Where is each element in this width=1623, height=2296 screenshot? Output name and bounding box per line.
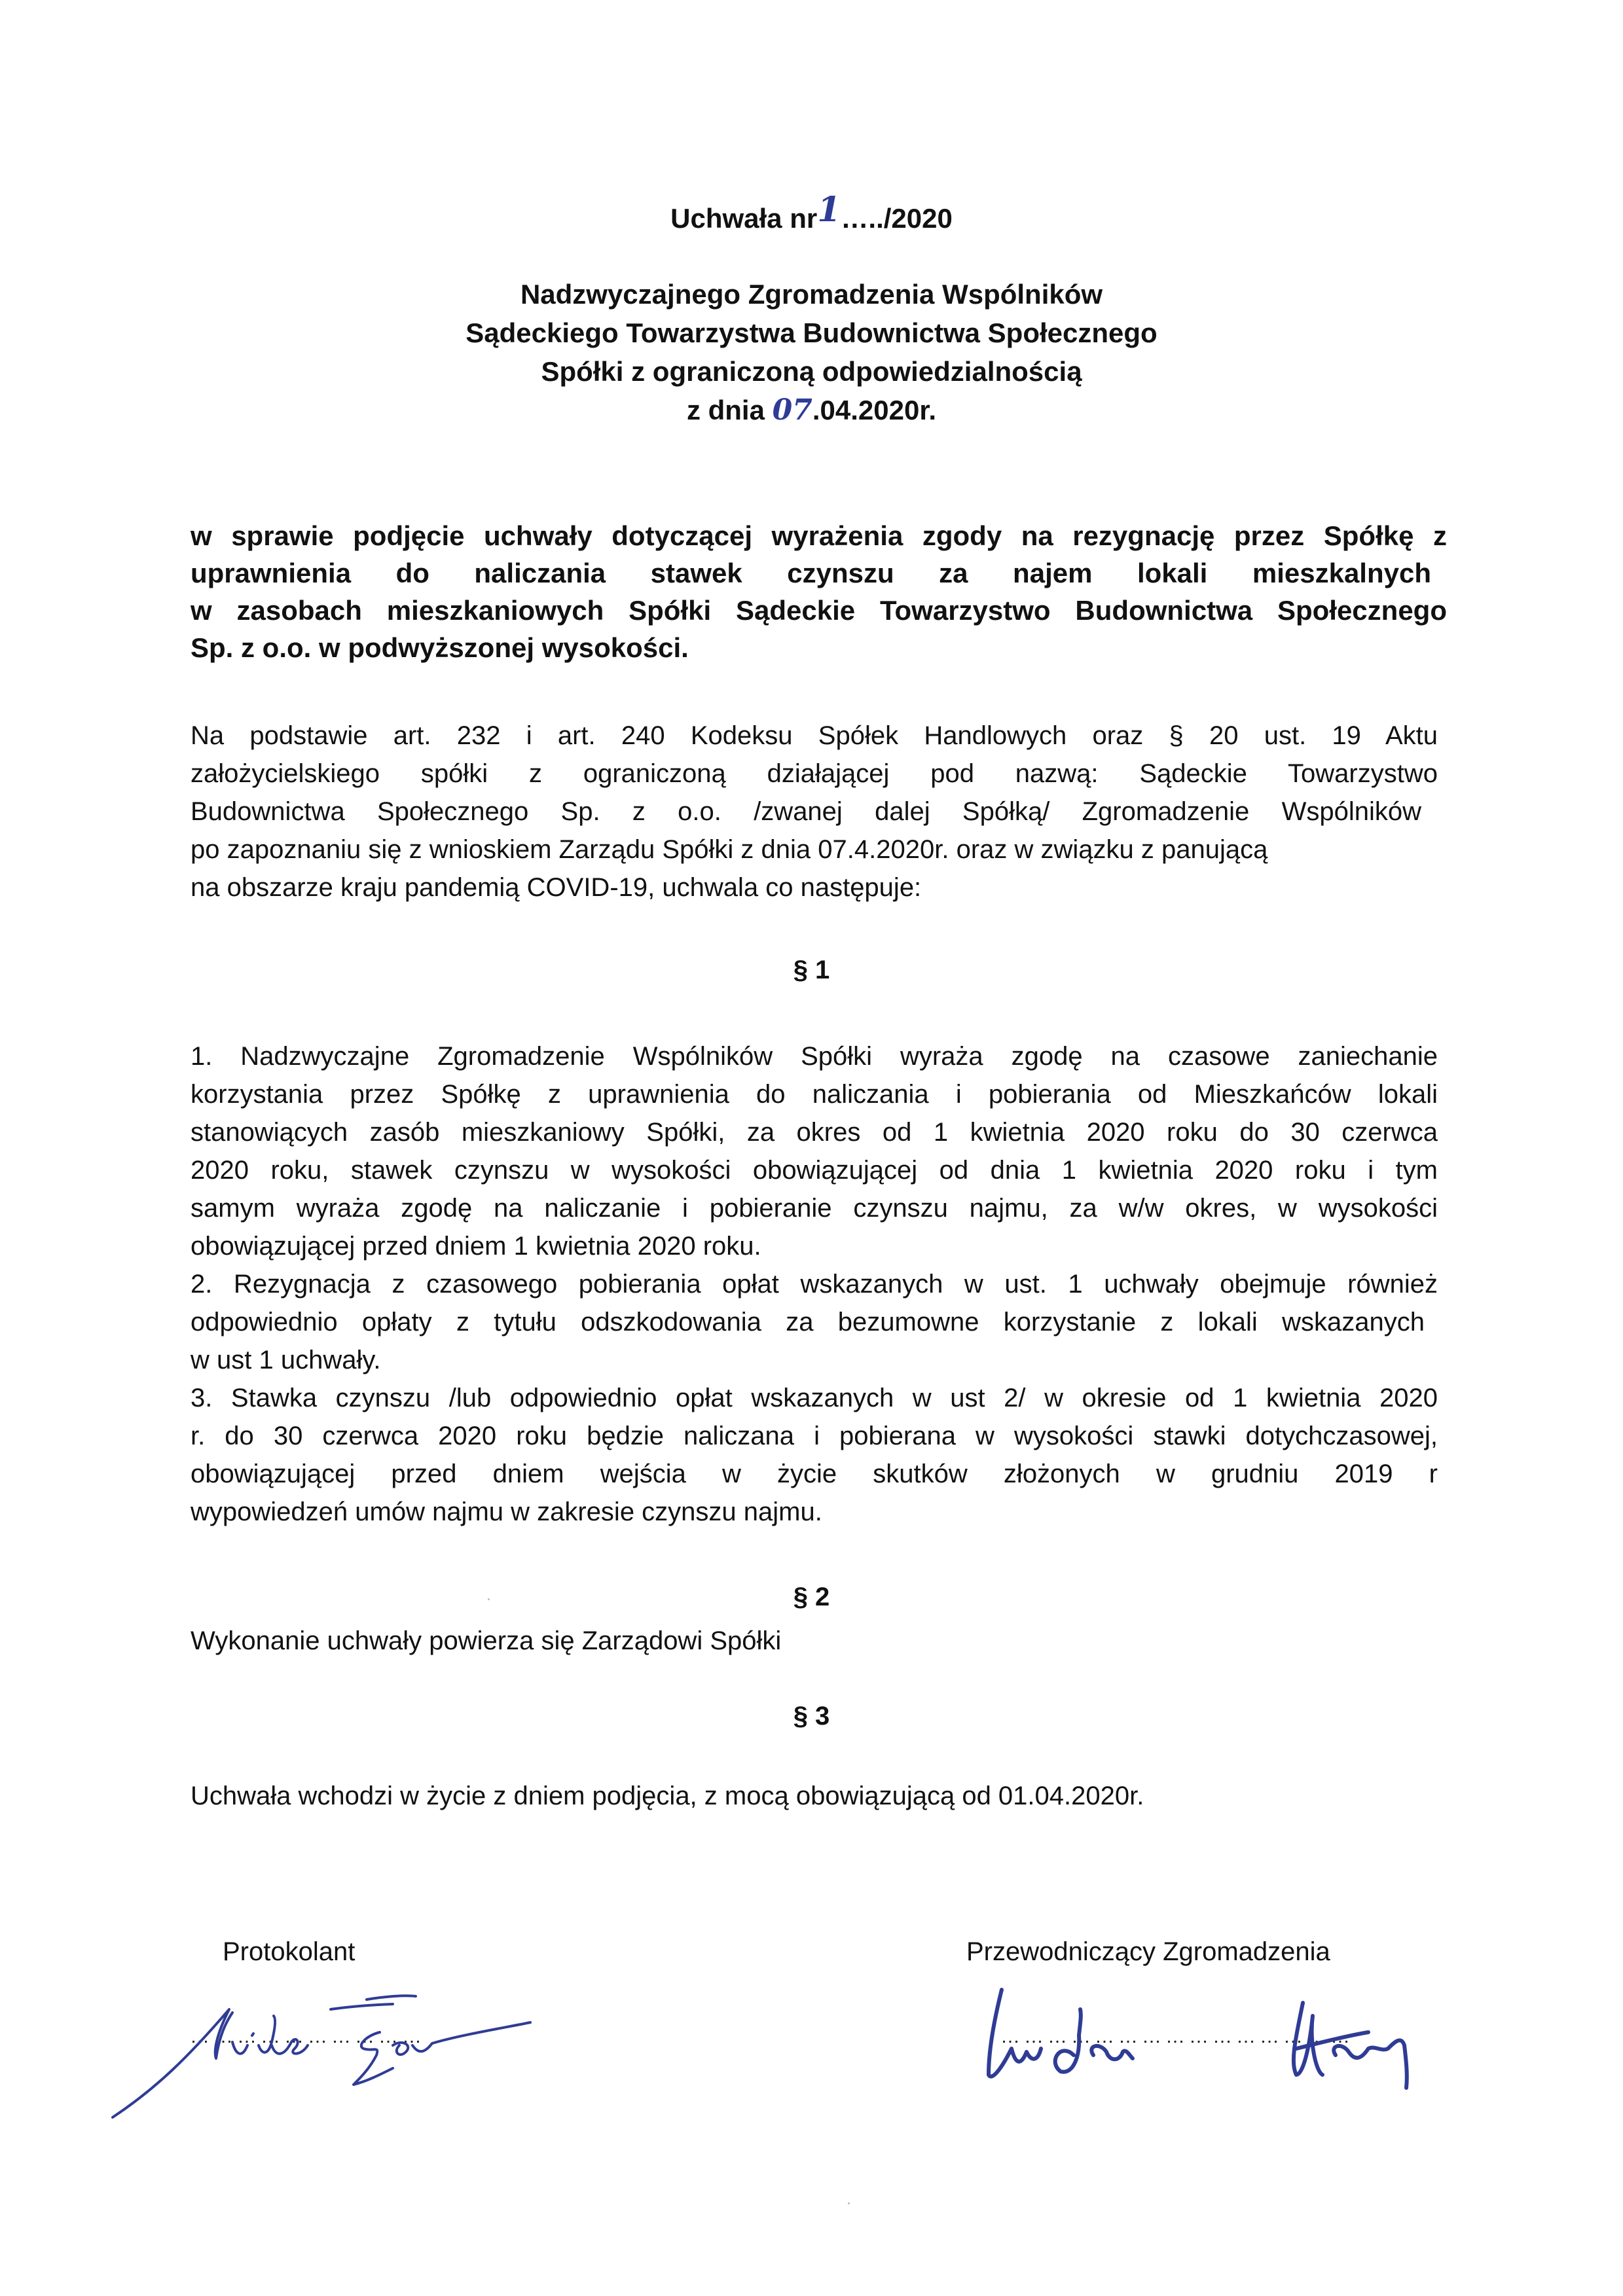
- signature-left-label: Protokolant: [223, 1937, 356, 1966]
- section-1-line: r. do 30 czerwca 2020 roku będzie naliczana i pobierana w wysokości stawki dotychczasowej,: [191, 1422, 1438, 1450]
- preamble: [191, 717, 1447, 906]
- date-prefix: z dnia: [686, 395, 765, 425]
- resolution-subject: [191, 517, 1447, 666]
- header-line-2: Sądeckiego Towarzystwa Budownictwa Społecznego: [465, 317, 1158, 348]
- section-1-line: 2020 roku, stawek czynszu w wysokości obowiązującej od dnia 1 kwietnia 2020 roku i tym: [191, 1156, 1438, 1185]
- subject-line: uprawnienia do naliczania stawek czynszu za najem lokali mieszkalnych: [191, 558, 1431, 588]
- signature-right-dotted-line: ………………………………………: [1000, 2026, 1354, 2047]
- signature-right-label: Przewodniczący Zgromadzenia: [966, 1937, 1330, 1966]
- signature-right-icon: [969, 1970, 1480, 2094]
- header-line-1: Nadzwyczajnego Zgromadzenia Wspólników: [520, 279, 1103, 310]
- handwritten-date-day: 07: [772, 393, 812, 427]
- preamble-line: na obszarze kraju pandemią COVID-19, uchwala co następuje:: [191, 873, 922, 902]
- title-dots: …..: [841, 203, 884, 234]
- section-1-line: 2. Rezygnacja z czasowego pobierania opłat wskazanych w ust. 1 uchwały obejmuje również: [191, 1270, 1438, 1299]
- preamble-line: po zapoznaniu się z wnioskiem Zarządu Spółki z dnia 07.4.2020r. oraz w związku z panującą: [191, 835, 1268, 864]
- title-prefix: Uchwała nr: [670, 203, 818, 234]
- section-1-line: obowiązującej przed dniem wejścia w życie skutków złożonych w grudniu 2019 r: [191, 1460, 1438, 1488]
- section-1-line: w ust 1 uchwały.: [191, 1346, 381, 1374]
- date-suffix: .04.2020r.: [812, 395, 937, 425]
- section-1-line: korzystania przez Spółkę z uprawnienia do naliczania i pobierania od Mieszkańców lokali: [191, 1080, 1438, 1109]
- section-1-line: odpowiednio opłaty z tytułu odszkodowania za bezumowne korzystanie z lokali wskazanych: [191, 1308, 1425, 1336]
- section-2-body: Wykonanie uchwały powierza się Zarządowi Spółki: [191, 1626, 782, 1655]
- section-1-line: stanowiących zasób mieszkaniowy Spółki, za okres od 1 kwietnia 2020 roku do 30 czerwca: [191, 1118, 1438, 1147]
- section-1-line: obowiązującej przed dniem 1 kwietnia 2020 roku.: [191, 1232, 761, 1261]
- preamble-line: założycielskiego spółki z ograniczoną działającej pod nazwą: Sądeckie Towarzystwo: [191, 759, 1438, 788]
- section-1-mark: § 1: [793, 956, 830, 984]
- signature-left-dotted-line: …………………………: [190, 2026, 426, 2047]
- section-1-line: wypowiedzeń umów najmu w zakresie czynszu najmu.: [191, 1498, 822, 1526]
- section-1-line: samym wyraża zgodę na naliczanie i pobieranie czynszu najmu, za w/w okres, w wysokości: [191, 1194, 1438, 1223]
- section-1-line: 3. Stawka czynszu /lub odpowiednio opłat wskazanych w ust 2/ w okresie od 1 kwietnia 2020: [191, 1384, 1438, 1412]
- title-year: /2020: [883, 203, 953, 234]
- section-1-body: [191, 1037, 1447, 1531]
- header-line-3: Spółki z ograniczoną odpowiedzialnością: [541, 356, 1082, 387]
- subject-line: w zasobach mieszkaniowych Spółki Sądeckie Towarzystwo Budownictwa Społecznego: [191, 595, 1447, 626]
- scan-speck: [488, 1598, 490, 1600]
- signature-left-icon: [105, 1983, 550, 2127]
- section-3-mark: § 3: [793, 1702, 830, 1731]
- resolution-date: [0, 391, 1623, 429]
- section-1-line: 1. Nadzwyczajne Zgromadzenie Wspólników Spółki wyraża zgodę na czasowe zaniechanie: [191, 1042, 1438, 1071]
- section-2-mark: § 2: [793, 1583, 830, 1611]
- handwritten-resolution-number: 1: [817, 190, 841, 230]
- resolution-title: [0, 190, 1623, 236]
- preamble-line: Budownictwa Społecznego Sp. z o.o. /zwanej dalej Spółką/ Zgromadzenie Wspólników: [191, 797, 1421, 826]
- subject-line: Sp. z o.o. w podwyższonej wysokości.: [191, 632, 689, 663]
- scan-speck: [848, 2202, 850, 2204]
- subject-line: w sprawie podjęcie uchwały dotyczącej wyrażenia zgody na rezygnację przez Spółkę z: [191, 520, 1447, 551]
- preamble-line: Na podstawie art. 232 i art. 240 Kodeksu Spółek Handlowych oraz § 20 ust. 19 Aktu: [191, 721, 1438, 750]
- section-3-body: Uchwała wchodzi w życie z dniem podjęcia, z mocą obowiązującą od 01.04.2020r.: [191, 1782, 1144, 1810]
